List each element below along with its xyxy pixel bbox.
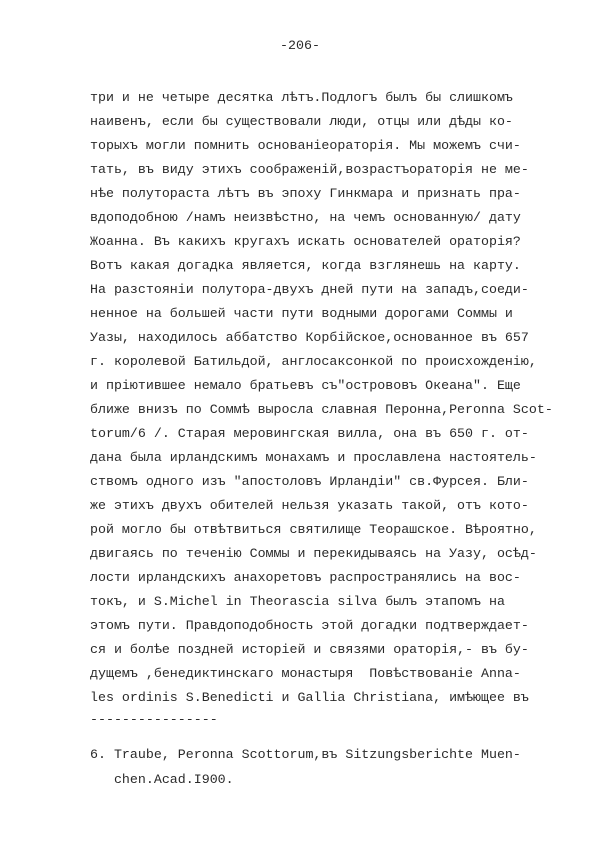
text-line: двигаясь по теченiю Соммы и перекидываясь на Уазу, осѣд- [90, 546, 537, 561]
footnote-separator: ---------------- [90, 712, 218, 727]
page-number: -206- [280, 38, 320, 53]
text-line: же этихъ двухъ обителей нельзя указать такой, отъ кото- [90, 498, 529, 513]
text-line: торыхъ могли помнить основанiеораторiя. Мы можемъ счи- [90, 138, 521, 153]
text-line: рой могло бы отвѣтвиться святилище Теорашское. Вѣроятно, [90, 522, 537, 537]
text-line: torum/6 /. Старая меровингская вилла, она въ 650 г. от- [90, 426, 529, 441]
text-line: les ordinis S.Benedicti и Gallia Christiana, имѣющее въ [90, 690, 529, 705]
text-line: ся и болѣе поздней исторiей и связями ораторiя,- въ бу- [90, 642, 529, 657]
text-line: Жоанна. Въ какихъ кругахъ искать основателей ораторiя? [90, 234, 521, 249]
text-line: ненное на большей части пути водными дорогами Соммы и [90, 306, 513, 321]
text-line: этомъ пути. Правдоподобность этой догадки подтверждает- [90, 618, 529, 633]
text-line: Уазы, находилось аббатство Корбiйское,основанное въ 657 [90, 330, 529, 345]
text-line: и прiютившее немало братьевъ съ"острововъ Океана". Еще [90, 378, 521, 393]
body-text [90, 86, 553, 730]
text-line: ближе внизъ по Соммѣ выросла славная Перонна,Peronna Scot- [90, 402, 553, 417]
text-line: тать, въ виду этихъ соображенiй,возрастъораторiя не ме- [90, 162, 529, 177]
text-line: токъ, и S.Michel in Theorascia silva былъ этапомъ на [90, 594, 505, 609]
text-line: лости ирландскихъ анахоретовъ распространялись на вос- [90, 570, 521, 585]
text-line: дущемъ ,бенедиктинскаго монастыря Повѣствованiе Anna- [90, 666, 521, 681]
footnote-line: chen.Acad.I900. [90, 772, 234, 787]
text-line: ствомъ одного изъ "апостоловъ Ирландiи" св.Фурсея. Бли- [90, 474, 529, 489]
text-line: наивенъ, если бы существовали люди, отцы или дѣды ко- [90, 114, 513, 129]
text-line: дана была ирландскимъ монахамъ и прославлена настоятель- [90, 450, 537, 465]
footnote-line: 6. Traube, Peronna Scottorum,въ Sitzungsberichte Muen- [90, 747, 521, 762]
text-line: вдоподобною /намъ неизвѣстно, на чемъ основанную/ дату [90, 210, 521, 225]
text-line: три и не четыре десятка лѣтъ.Подлогъ былъ бы слишкомъ [90, 90, 513, 105]
text-line: На разстоянiи полутора-двухъ дней пути на западъ,соеди- [90, 282, 529, 297]
text-line: нѣе полутораста лѣтъ въ эпоху Гинкмара и признать пра- [90, 186, 521, 201]
text-line: г. королевой Батильдой, англосаксонкой по происхожденiю, [90, 354, 537, 369]
footnotes [90, 742, 521, 792]
text-line: Вотъ какая догадка является, когда взглянешь на карту. [90, 258, 521, 273]
